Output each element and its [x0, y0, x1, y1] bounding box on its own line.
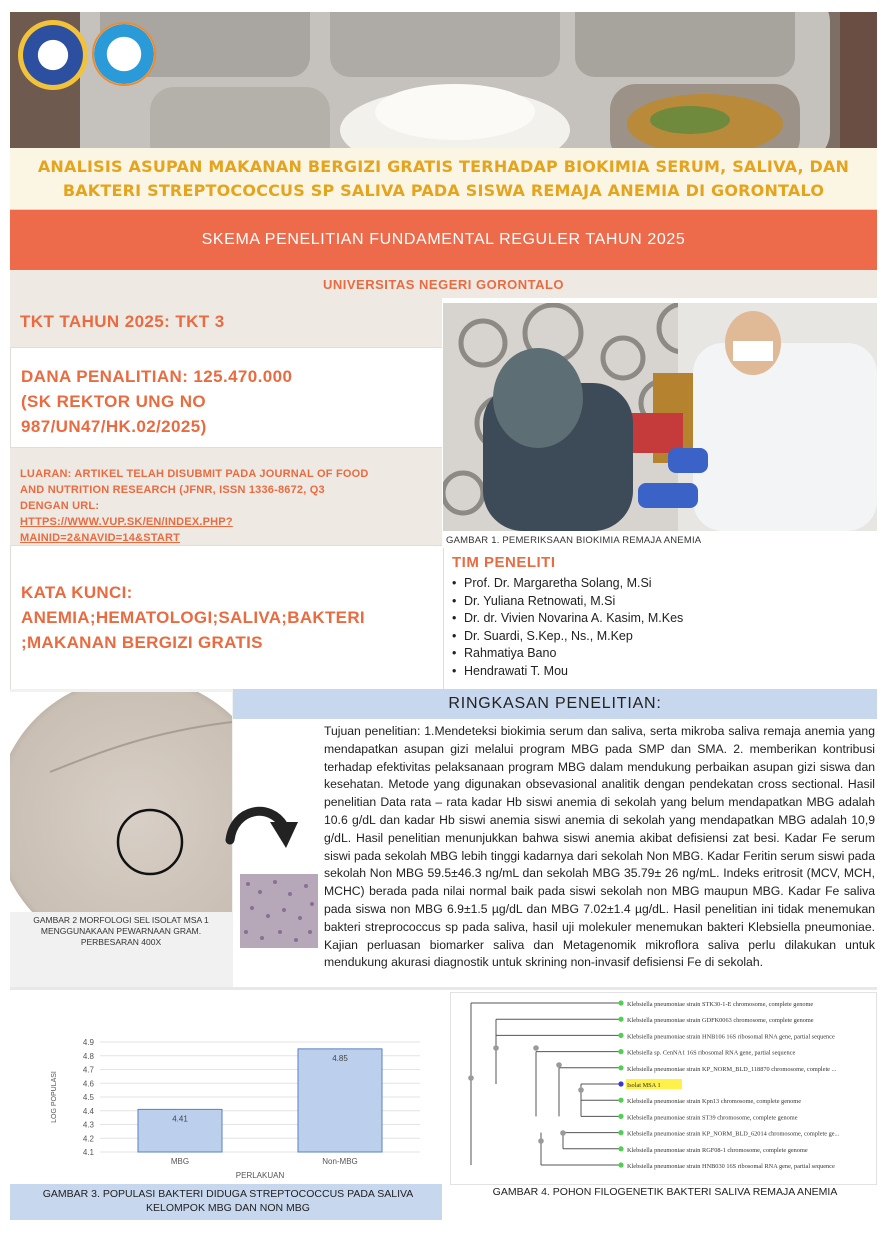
- curved-arrow-icon: [222, 800, 302, 880]
- figure-2-caption: GAMBAR 2 MORFOLOGI SEL ISOLAT MSA 1 MENGGUNAKAAN PEWARNAAN GRAM. PERBESARAN 400X: [33, 915, 209, 947]
- title-band: [10, 148, 877, 210]
- tree-internal-node: [538, 1138, 544, 1144]
- tree-internal-node: [493, 1045, 499, 1051]
- tree-tip-node: [618, 1065, 623, 1070]
- tree-tip-node: [618, 1017, 623, 1022]
- tree-internal-node: [468, 1075, 474, 1081]
- tree-taxon-label: Klebsiella pneumoniae strain HNB106 16S ribosomal RNA gene, partial sequence: [627, 1033, 835, 1041]
- tree-tip-node: [618, 1098, 623, 1103]
- tree-tip-node: [618, 1162, 623, 1167]
- tree-taxon-label: Klebsiella pneumoniae strain Kpn13 chromosome, complete genome: [627, 1098, 801, 1106]
- blood-test-photo: [443, 303, 877, 531]
- tree-tip-node: [618, 1130, 623, 1135]
- funding-line-3: 987/UN47/HK.02/2025): [21, 417, 207, 436]
- team-list: [452, 575, 869, 680]
- tree-tip-node: [618, 1114, 623, 1119]
- header-photo: [10, 12, 877, 148]
- y-tick-label: 4.1: [82, 1148, 94, 1157]
- y-tick-label: 4.9: [82, 1038, 94, 1047]
- tree-taxon-label: Klebsiella pneumoniae strain ST39 chromosome, complete genome: [627, 1114, 798, 1122]
- team-member: • Dr. Yuliana Retnowati, M.Si: [452, 593, 869, 611]
- funding-line-2: (SK REKTOR UNG NO: [21, 392, 206, 411]
- figure-1-caption: GAMBAR 1. PEMERIKSAAN BIOKIMIA REMAJA ANEMIA: [446, 535, 702, 546]
- tree-internal-node: [556, 1062, 562, 1068]
- x-tick-label: Non-MBG: [322, 1157, 358, 1166]
- funding-line-1: DANA PENALITIAN: 125.470.000: [21, 367, 293, 386]
- title-line-1: ANALISIS ASUPAN MAKANAN BERGIZI GRATIS TERHADAP BIOKIMIA SERUM, SALIVA, DAN: [37, 156, 850, 176]
- keywords-box: [10, 546, 442, 694]
- scheme-text: SKEMA PENELITIAN FUNDAMENTAL REGULER TAHUN 2025: [201, 231, 686, 248]
- output-line-1: LUARAN: ARTIKEL TELAH DISUBMIT PADA JOURNAL OF FOOD: [20, 468, 369, 480]
- tree-taxon-label: Klebsiella sp. CenNA1 16S ribosomal RNA gene, partial sequence: [627, 1049, 796, 1057]
- summary-heading-band: [233, 689, 877, 719]
- tree-taxon-label: Klebsiella pneumoniae strain GDFK0063 chromosome, complete genome: [627, 1017, 814, 1025]
- microscope-image: [10, 692, 232, 912]
- tree-taxon-label: Isolat MSA 1: [627, 1082, 661, 1089]
- tree-svg: [451, 993, 876, 1184]
- tree-internal-node: [533, 1045, 539, 1051]
- divider: [10, 987, 877, 990]
- y-tick-label: 4.5: [82, 1093, 94, 1102]
- keywords-line-1: ANEMIA;HEMATOLOGI;SALIVA;BAKTERI: [21, 608, 365, 627]
- poster-title: [29, 155, 859, 203]
- tkt-text: TKT TAHUN 2025: TKT 3: [20, 312, 225, 331]
- team-member: • Hendrawati T. Mou: [452, 663, 869, 681]
- keywords-line-2: ;MAKANAN BERGIZI GRATIS: [21, 633, 263, 652]
- poster: [10, 12, 877, 1226]
- tree-internal-node: [578, 1087, 584, 1093]
- tree-tip-node: [618, 1146, 623, 1151]
- output-box: [10, 448, 442, 546]
- diktisaintek-logo-icon: [92, 22, 156, 86]
- ung-logo-icon: [18, 20, 88, 90]
- info-column: [10, 298, 442, 698]
- data-label: 4.85: [332, 1053, 348, 1063]
- title-line-2: BAKTERI STREPTOCOCCUS SP SALIVA PADA SISWA REMAJA ANEMIA DI GORONTALO: [62, 180, 825, 200]
- team-member: • Dr. Suardi, S.Kep., Ns., M.Kep: [452, 628, 869, 646]
- funding-box: [10, 348, 442, 448]
- y-tick-label: 4.6: [82, 1079, 94, 1089]
- gram-stain-inset-image: [240, 874, 318, 948]
- team-member: • Prof. Dr. Margaretha Solang, M.Si: [452, 575, 869, 593]
- tree-taxon-label: Klebsiella pneumoniae strain HNB030 16S ribosomal RNA gene, partial sequence: [627, 1163, 835, 1170]
- y-tick-label: 4.3: [82, 1120, 94, 1130]
- university-name: UNIVERSITAS NEGERI GORONTALO: [322, 276, 565, 292]
- y-tick-label: 4.4: [82, 1106, 94, 1116]
- journal-link-line-2[interactable]: MAINID=2&NAVID=14&START: [20, 532, 181, 544]
- data-label: 4.41: [172, 1114, 188, 1124]
- x-axis-label: PERLAKUAN: [235, 1171, 285, 1180]
- output-line-3: DENGAN URL:: [20, 500, 100, 512]
- tree-tip-node: [618, 1033, 623, 1038]
- y-axis-label: LOG POPULASI: [51, 1071, 58, 1123]
- university-band: [10, 270, 877, 298]
- team-member: • Rahmatiya Bano: [452, 645, 869, 663]
- phylogenetic-tree: [450, 992, 877, 1185]
- y-tick-label: 4.8: [82, 1051, 94, 1061]
- x-tick-label: MBG: [170, 1157, 190, 1166]
- microscope-photo: [10, 692, 232, 912]
- y-tick-label: 4.2: [82, 1134, 94, 1144]
- research-team: [443, 548, 877, 698]
- tkt-box: [10, 298, 442, 348]
- keywords-label: KATA KUNCI:: [21, 583, 133, 602]
- tree-taxon-label: Klebsiella pneumoniae strain KP_NORM_BLD_118870 chromosome, complete ...: [627, 1065, 837, 1073]
- tree-taxon-label: Klebsiella pneumoniae strain RGF08-1 chromosome, complete genome: [627, 1146, 808, 1154]
- tree-internal-node: [560, 1130, 566, 1136]
- tree-tip-node: [618, 1081, 623, 1086]
- summary-text: Tujuan penelitian: 1.Mendeteksi biokimia serum dan saliva, serta mikroba saliva remaja anemia yang mendapatkan asupan gizi melalui program MBG pada SMP dan SMA. 2. memberikan kontribusi terhadap efektivitas pelaksanaan program MBG dalam mendukung perbaikan asupan gizi siswa dan kesehatan. Metode yang digunakan obsevasional analitik dengan pendekatan cross sectional. Hasil penelitian Data rata – rata kadar Hb siswi anemia di sekolah yang belum mendapatkan MBG adalah 10.6 g/dL dan kadar Hb siswi anemia siswi anemia di sekolah yang mendapatkan MBG adalah 10,9 g/dL. Hasil penelitian menunjukkan bahwa siswi anemia akibat defisiensi zat besi. Kadar Fe serum siswi pada sekolah MBG lebih tinggi kadarnya dari sekolah Non MBG. Kadar Feritin serum siswi pada sekolah Non MBG 59.5±46.3 ng/mL dan sekolah MBG 35.79± 26 ng/mL. Indeks eritrosit (MCV, MCH, MCHC) berada pada nilai normal baik pada siswi sekolah non MBG maupun MBG. Kadar Fe saliva pada siswa non MBG 6.9±1.5 µg/dL dan MBG 7.02±1.4 µg/dL. Hasil penelitian ini tidak menemukan bakteri streprococcus sp pada saliva, hasil uji molekuler menemukan bakteri Klebsiella pneumoniae. Kajian perluasan biomarker saliva dan Metagenomik mikroflora saliva perlu dilakukan untuk mendukung akurasi diagnostik untuk skrining non-invasif defisiensi Fe di sekolah.: [324, 724, 875, 970]
- team-member: • Dr. dr. Vivien Novarina A. Kasim, M.Kes: [452, 610, 869, 628]
- bacteria-population-chart: [10, 992, 442, 1190]
- bar: [298, 1049, 382, 1152]
- summary-heading: RINGKASAN PENELITIAN:: [448, 695, 662, 712]
- tree-taxon-label: Klebsiella pneumoniae strain KP_NORM_BLD_62014 chromosome, complete ge...: [627, 1130, 840, 1138]
- figure-4-caption: GAMBAR 4. POHON FILOGENETIK BAKTERI SALIVA REMAJA ANEMIA: [492, 1186, 838, 1198]
- blood-test-image: [443, 303, 877, 531]
- journal-link-line-1[interactable]: HTTPS://WWW.VUP.SK/EN/INDEX.PHP?: [20, 516, 233, 528]
- figure-3-caption: GAMBAR 3. POPULASI BAKTERI DIDUGA STREPTOCOCCUS PADA SALIVA KELOMPOK MBG DAN NON MBG: [42, 1188, 414, 1214]
- tree-taxon-label: Klebsiella pneumoniae strain STK30-1-E chromosome, complete genome: [627, 1001, 814, 1008]
- y-tick-label: 4.7: [82, 1065, 94, 1075]
- bar-chart-svg: [10, 992, 442, 1184]
- tree-tip-node: [618, 1000, 623, 1005]
- scheme-band: [10, 210, 877, 270]
- tree-tip-node: [618, 1049, 623, 1054]
- output-line-2: AND NUTRITION RESEARCH (JFNR, ISSN 1336-8672, Q3: [20, 484, 325, 496]
- team-heading: TIM PENELITI: [452, 554, 556, 571]
